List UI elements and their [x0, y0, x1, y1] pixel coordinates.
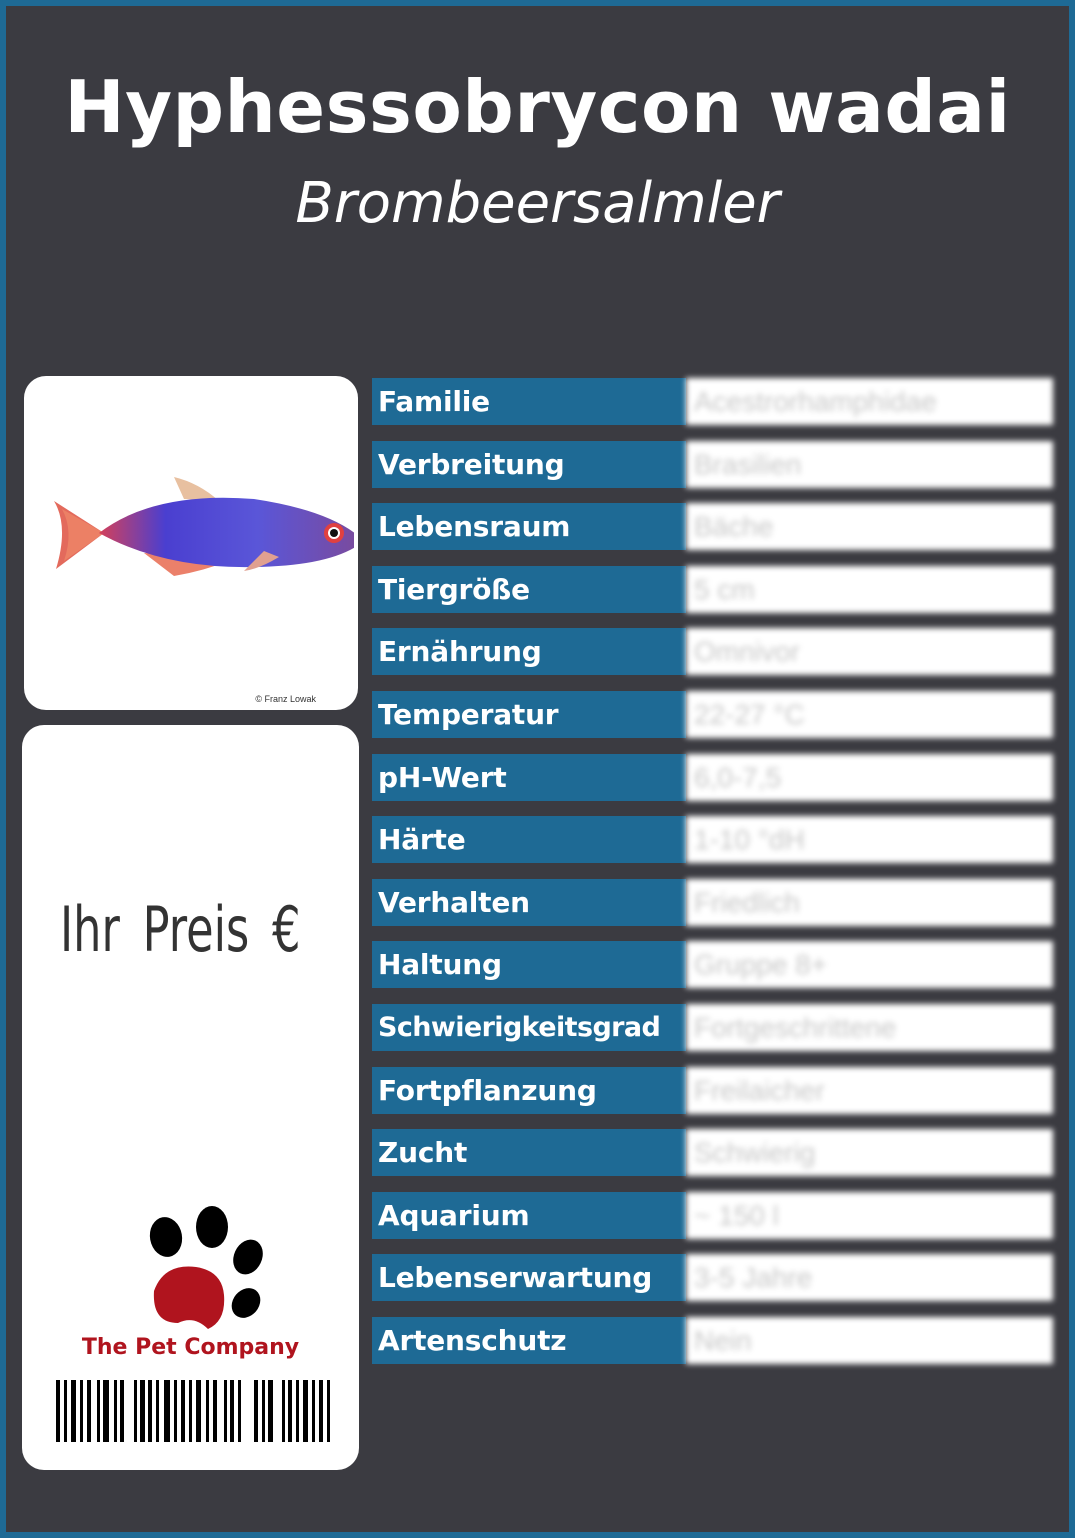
fact-row-tiergroesse [372, 566, 1053, 613]
fact-value: 3-5 Jahre [686, 1254, 1053, 1301]
fact-value: Freilaicher [686, 1067, 1053, 1114]
fact-row-haerte [372, 816, 1053, 863]
fact-row-haltung [372, 941, 1053, 988]
fact-value: Schwierig [686, 1129, 1053, 1176]
fact-row-zucht [372, 1129, 1053, 1176]
fact-label: Familie [372, 378, 686, 425]
fact-row-ph-wert [372, 754, 1053, 801]
fact-value: Bäche [686, 503, 1053, 550]
fact-row-schwierigkeitsgrad [372, 1004, 1053, 1051]
fact-row-lebensraum [372, 503, 1053, 550]
fact-value: Brasilien [686, 441, 1053, 488]
barcode [56, 1380, 336, 1442]
fact-value: 5 cm [686, 566, 1053, 613]
fact-value: Acestrorhamphidae [686, 378, 1053, 425]
photo-credit: © Franz Lowak [255, 694, 316, 704]
fact-label: Tiergröße [372, 566, 686, 613]
fact-value: Nein [686, 1317, 1053, 1364]
fact-row-verbreitung [372, 441, 1053, 488]
fact-row-lebenserwartung [372, 1254, 1053, 1301]
brand-name: The Pet Company [81, 1335, 300, 1360]
fact-label: Verbreitung [372, 441, 686, 488]
fish-photo-card [24, 376, 358, 710]
fact-value: Fortgeschrittene [686, 1004, 1053, 1051]
species-title: Hyphessobrycon wadai [64, 65, 1011, 149]
fact-label: Zucht [372, 1129, 686, 1176]
fact-value: Omnivor [686, 628, 1053, 675]
price-label: Ihr Preis € [60, 893, 301, 966]
fact-row-verhalten [372, 879, 1053, 926]
fact-label: Schwierigkeitsgrad [372, 1004, 686, 1051]
fact-value: 6,0-7,5 [686, 754, 1053, 801]
fact-value: 1-10 °dH [686, 816, 1053, 863]
common-name: Brombeersalmler [295, 171, 780, 236]
fact-value: ~ 150 l [686, 1192, 1053, 1239]
fact-value: Gruppe 8+ [686, 941, 1053, 988]
fact-label: pH-Wert [372, 754, 686, 801]
fact-label: Haltung [372, 941, 686, 988]
fact-row-familie [372, 378, 1053, 425]
paw-logo-icon [134, 1205, 274, 1335]
fact-label: Temperatur [372, 691, 686, 738]
fact-label: Aquarium [372, 1192, 686, 1239]
fish-image [34, 471, 354, 591]
fact-row-ernaehrung [372, 628, 1053, 675]
fact-value: 22-27 °C [686, 691, 1053, 738]
fact-row-artenschutz [372, 1317, 1053, 1364]
fact-label: Fortpflanzung [372, 1067, 686, 1114]
fact-label: Ernährung [372, 628, 686, 675]
fact-label: Lebensraum [372, 503, 686, 550]
fact-label: Artenschutz [372, 1317, 686, 1364]
fact-label: Lebenserwartung [372, 1254, 686, 1301]
fact-value: Friedlich [686, 879, 1053, 926]
fact-row-temperatur [372, 691, 1053, 738]
fact-row-aquarium [372, 1192, 1053, 1239]
price-card [22, 725, 359, 1470]
fact-row-fortpflanzung [372, 1067, 1053, 1114]
fact-label: Verhalten [372, 879, 686, 926]
fact-label: Härte [372, 816, 686, 863]
